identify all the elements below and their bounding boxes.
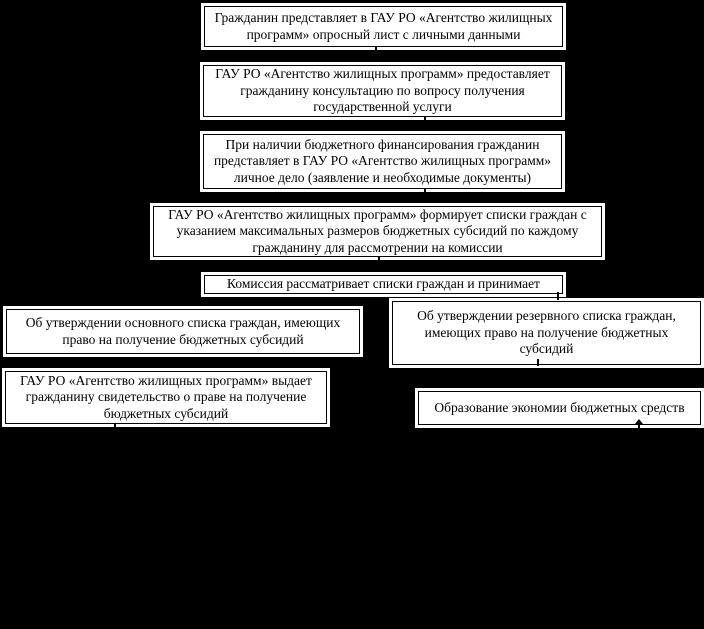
flow-step-label: Образование экономии бюджетных средств (418, 391, 701, 425)
flow-step-main-list-approval (3, 306, 363, 357)
flow-step-certificate-issue (2, 368, 330, 427)
connector-arrow-icon (424, 188, 426, 196)
flow-step-label: Об утверждении резервного списка граждан, имеющих право на получение бюджетных субсидий (392, 301, 701, 365)
flow-step-consultation (200, 62, 565, 120)
connector-arrow-icon (537, 359, 539, 366)
connector-arrow-icon (638, 424, 640, 429)
connector-arrow-icon (114, 423, 116, 428)
connector-arrow-icon (557, 292, 559, 300)
flow-step-label: ГАУ РО «Агентство жилищных программ» выдает гражданину свидетельство о праве на получение бюджетных субсидий (5, 371, 327, 424)
flow-step-label: При наличии бюджетного финансирования гражданин представляет в ГАУ РО «Агентство жилищных программ» личное дело (заявление и необходимые документы) (203, 134, 562, 189)
flow-step-citizen-questionnaire (201, 3, 566, 50)
flow-step-budget-savings (415, 388, 704, 428)
flow-step-reserve-list-approval (389, 298, 704, 368)
flow-step-form-lists (150, 203, 605, 260)
flow-step-personal-file (200, 131, 565, 192)
flow-step-label: Об утверждении основного списка граждан, имеющих право на получение бюджетных субсидий (6, 309, 360, 354)
flow-step-label: Гражданин представляет в ГАУ РО «Агентство жилищных программ» опросный лист с личными данными (204, 6, 563, 47)
flow-step-label: Комиссия рассматривает списки граждан и принимает (204, 275, 563, 294)
flow-step-label: ГАУ РО «Агентство жилищных программ» предоставляет гражданину консультацию по вопросу получения государственной услуги (203, 65, 562, 117)
flow-step-commission-review (201, 272, 566, 297)
connector-arrow-icon (375, 46, 377, 53)
flow-step-label: ГАУ РО «Агентство жилищных программ» формирует списки граждан с указанием максимальных размеров бюджетных субсидий по каждому гражданину для рассмотрении на комиссии (153, 206, 602, 257)
connector-arrow-icon (378, 256, 380, 264)
connector-arrow-icon (424, 116, 426, 124)
